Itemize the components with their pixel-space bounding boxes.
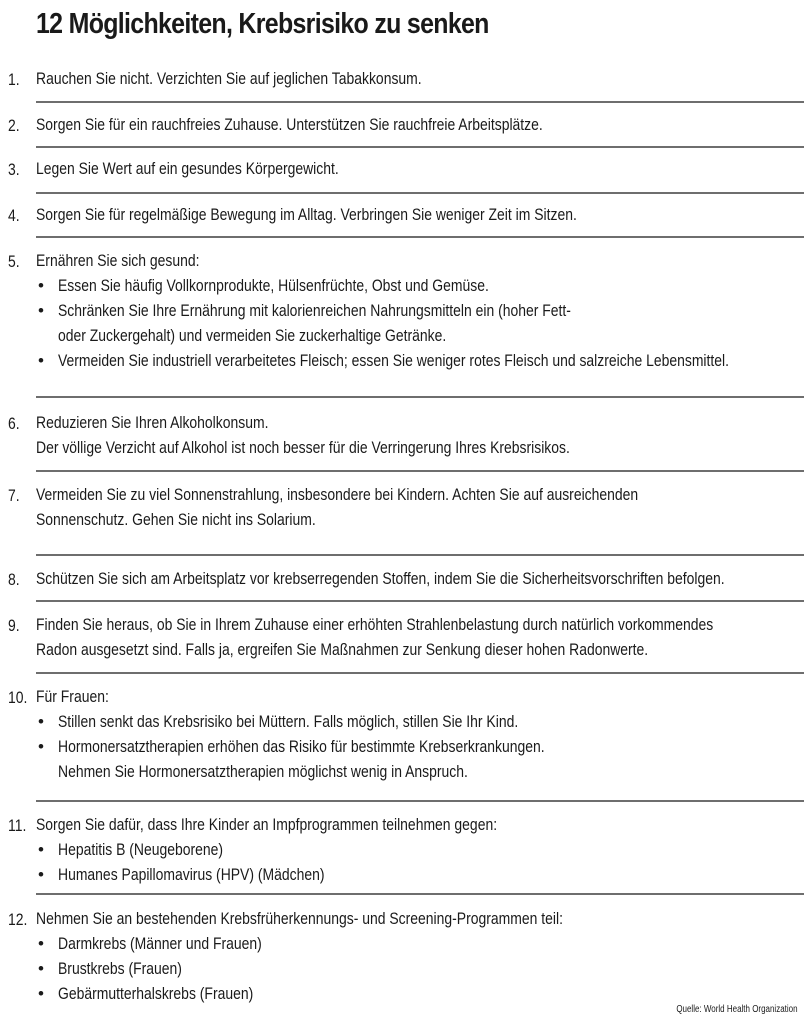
separator-line — [36, 146, 804, 148]
item-text: Der völlige Verzicht auf Alkohol ist noch besser für die Verringerung Ihres Krebsrisikos. — [36, 438, 570, 457]
item-number: 12. — [8, 910, 28, 929]
item-number: 1. — [8, 70, 20, 89]
bullet-text: oder Zuckergehalt) und vermeiden Sie zuckerhaltige Getränke. — [58, 326, 447, 345]
separator-line — [36, 600, 804, 602]
bullet-icon: • — [38, 984, 44, 1003]
item-number: 2. — [8, 116, 20, 135]
item-text: Ernähren Sie sich gesund: — [36, 251, 200, 270]
item-text: Nehmen Sie an bestehenden Krebsfrüherkennungs- und Screening-Programmen teil: — [36, 909, 563, 928]
item-text: Vermeiden Sie zu viel Sonnenstrahlung, insbesondere bei Kindern. Achten Sie auf ausreichenden — [36, 485, 639, 504]
source-note: Quelle: World Health Organization — [676, 1004, 798, 1015]
bullet-text: Essen Sie häufig Vollkornprodukte, Hülsenfrüchte, Obst und Gemüse. — [58, 276, 489, 295]
item-number: 10. — [8, 688, 28, 707]
item-text: Rauchen Sie nicht. Verzichten Sie auf jeglichen Tabakkonsum. — [36, 69, 422, 88]
item-number: 5. — [8, 252, 20, 271]
bullet-text: Stillen senkt das Krebsrisiko bei Müttern. Falls möglich, stillen Sie Ihr Kind. — [58, 712, 519, 731]
separator-line — [36, 192, 804, 194]
item-number: 7. — [8, 486, 20, 505]
item-text: Sorgen Sie für regelmäßige Bewegung im Alltag. Verbringen Sie weniger Zeit im Sitzen. — [36, 205, 577, 224]
item-text: Radon ausgesetzt sind. Falls ja, ergreifen Sie Maßnahmen zur Senkung dieser hohen Radonwerte. — [36, 640, 649, 659]
item-text: Sorgen Sie dafür, dass Ihre Kinder an Impfprogrammen teilnehmen gegen: — [36, 815, 498, 834]
item-number: 3. — [8, 160, 20, 179]
item-text: Für Frauen: — [36, 687, 109, 706]
page-title: 12 Möglichkeiten, Krebsrisiko zu senken — [36, 8, 489, 40]
item-number: 11. — [8, 816, 27, 835]
bullet-icon: • — [38, 712, 44, 731]
bullet-icon: • — [38, 351, 44, 370]
bullet-text: Humanes Papillomavirus (HPV) (Mädchen) — [58, 865, 325, 884]
bullet-text: Vermeiden Sie industriell verarbeitetes Fleisch; essen Sie weniger rotes Fleisch und salzreiche Lebensmittel. — [58, 351, 730, 370]
bullet-text: Darmkrebs (Männer und Frauen) — [58, 934, 262, 953]
separator-line — [36, 236, 804, 238]
item-text: Schützen Sie sich am Arbeitsplatz vor krebserregenden Stoffen, indem Sie die Sicherheitsvorschriften befolgen. — [36, 569, 725, 588]
bullet-text: Hormonersatztherapien erhöhen das Risiko für bestimmte Krebserkrankungen. — [58, 737, 545, 756]
bullet-icon: • — [38, 934, 44, 953]
item-text: Sorgen Sie für ein rauchfreies Zuhause. Unterstützen Sie rauchfreie Arbeitsplätze. — [36, 115, 543, 134]
bullet-icon: • — [38, 276, 44, 295]
item-number: 9. — [8, 616, 20, 635]
bullet-icon: • — [38, 865, 44, 884]
bullet-icon: • — [38, 737, 44, 756]
item-text: Reduzieren Sie Ihren Alkoholkonsum. — [36, 413, 269, 432]
item-number: 4. — [8, 206, 20, 225]
bullet-text: Gebärmutterhalskrebs (Frauen) — [58, 984, 254, 1003]
separator-line — [36, 800, 804, 802]
item-number: 6. — [8, 414, 20, 433]
bullet-text: Brustkrebs (Frauen) — [58, 959, 182, 978]
separator-line — [36, 101, 804, 103]
item-number: 8. — [8, 570, 20, 589]
separator-line — [36, 470, 804, 472]
bullet-icon: • — [38, 301, 44, 320]
separator-line — [36, 893, 804, 895]
separator-line — [36, 396, 804, 398]
bullet-icon: • — [38, 959, 44, 978]
bullet-icon: • — [38, 840, 44, 859]
separator-line — [36, 672, 804, 674]
item-text: Legen Sie Wert auf ein gesundes Körpergewicht. — [36, 159, 339, 178]
bullet-text: Hepatitis B (Neugeborene) — [58, 840, 224, 859]
bullet-text: Schränken Sie Ihre Ernährung mit kalorienreichen Nahrungsmitteln ein (hoher Fett- — [58, 301, 571, 320]
separator-line — [36, 554, 804, 556]
item-text: Sonnenschutz. Gehen Sie nicht ins Solarium. — [36, 510, 316, 529]
item-text: Finden Sie heraus, ob Sie in Ihrem Zuhause einer erhöhten Strahlenbelastung durch natürlich vorkommendes — [36, 615, 714, 634]
bullet-text: Nehmen Sie Hormonersatztherapien möglichst wenig in Anspruch. — [58, 762, 468, 781]
